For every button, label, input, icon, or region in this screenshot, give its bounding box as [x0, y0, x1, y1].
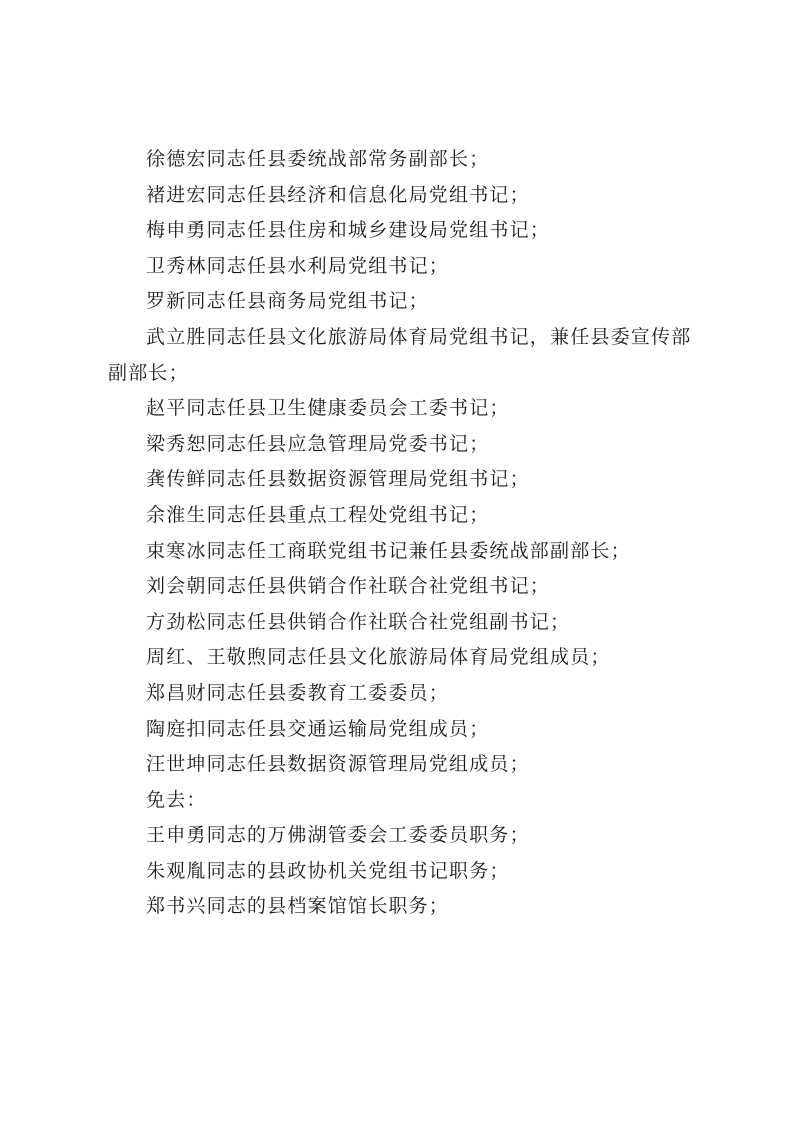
paragraph-1: 徐德宏同志任县委统战部常务副部长； — [146, 148, 490, 170]
paragraph-20: 朱观胤同志的县政协机关党组书记职务； — [146, 859, 510, 882]
paragraph-19: 王申勇同志的万佛湖管委会工委委员职务； — [146, 824, 530, 847]
paragraph-18-heading: 免去： — [146, 788, 207, 811]
document-body — [108, 142, 698, 925]
paragraph-11: 束寒冰同志任工商联党组书记兼任县委统战部副部长； — [146, 539, 631, 562]
paragraph-15: 郑昌财同志任县委教育工委委员； — [146, 681, 450, 704]
paragraph-5: 罗新同志任县商务局党组书记； — [146, 290, 429, 313]
paragraph-13: 方劲松同志任县供销合作社联合社党组副书记； — [146, 610, 571, 633]
paragraph-4: 卫秀林同志任县水利局党组书记； — [146, 254, 450, 277]
paragraph-9: 龚传鲜同志任县数据资源管理局党组书记； — [146, 468, 530, 491]
paragraph-16: 陶庭扣同志任县交通运输局党组成员； — [146, 717, 490, 740]
paragraph-12: 刘会朝同志任县供销合作社联合社党组书记； — [146, 575, 551, 598]
paragraph-7: 赵平同志任县卫生健康委员会工委书记； — [146, 397, 510, 420]
paragraph-14: 周红、王敬煦同志任县文化旅游局体育局党组成员； — [146, 646, 611, 669]
paragraph-21: 郑书兴同志的县档案馆馆长职务； — [146, 895, 450, 918]
paragraph-17: 汪世坤同志任县数据资源管理局党组成员； — [146, 753, 530, 776]
paragraph-2: 褚进宏同志任县经济和信息化局党组书记； — [146, 183, 530, 206]
paragraph-6: 武立胜同志任县文化旅游局体育局党组书记，兼任县委宣传部副部长； — [108, 325, 692, 384]
paragraph-10: 余淮生同志任县重点工程处党组书记； — [146, 503, 490, 526]
paragraph-3: 梅申勇同志任县住房和城乡建设局党组书记； — [146, 219, 551, 242]
paragraph-8: 梁秀恕同志任县应急管理局党委书记； — [146, 432, 490, 455]
